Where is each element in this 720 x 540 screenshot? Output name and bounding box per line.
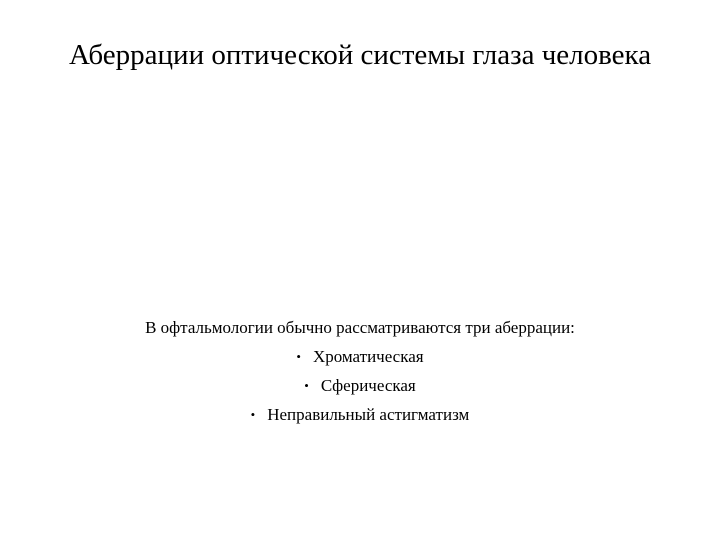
- list-item: [60, 374, 660, 398]
- intro-text: В офтальмологии обычно рассматриваются три аберрации:: [145, 318, 575, 337]
- list-item: [60, 345, 660, 369]
- list-item: [60, 403, 660, 427]
- list-item-label: Хроматическая: [312, 347, 424, 366]
- bullet-icon: •: [250, 407, 256, 422]
- slide-title: Аберрации оптической системы глаза человека: [68, 39, 652, 71]
- aberration-list: [60, 345, 660, 427]
- slide-body: [60, 316, 660, 427]
- bullet-icon: •: [304, 378, 309, 393]
- list-item-label: Сферическая: [320, 376, 416, 395]
- bullet-icon: •: [296, 349, 301, 364]
- list-item-label: Неправильный астигматизм: [267, 405, 470, 424]
